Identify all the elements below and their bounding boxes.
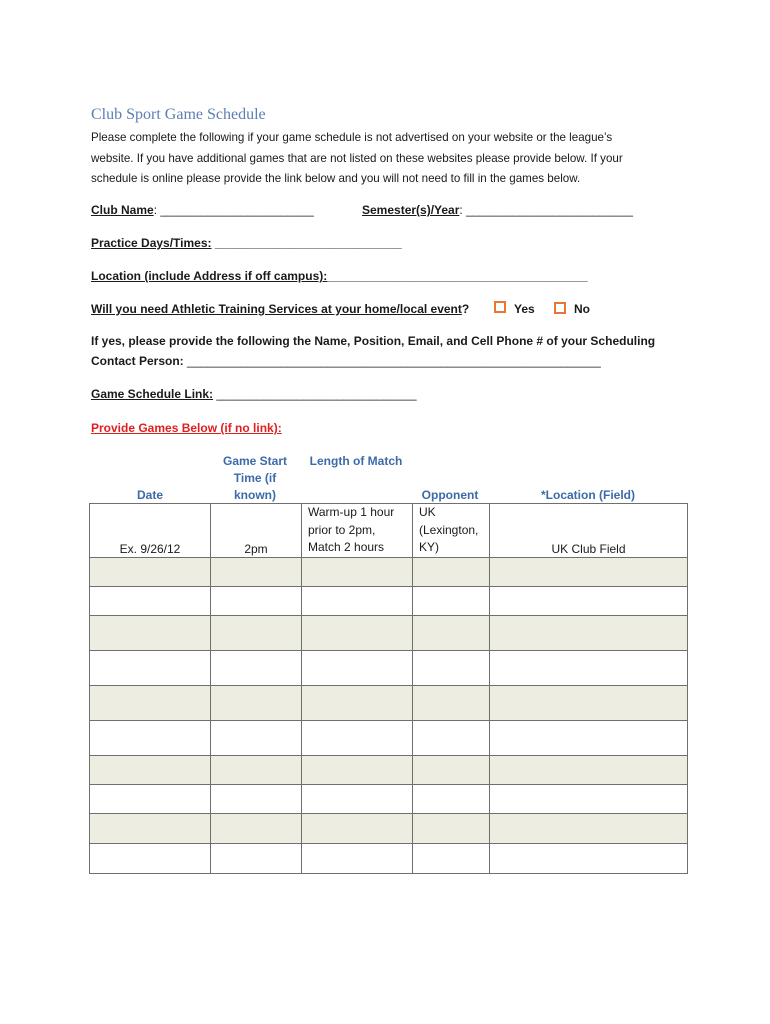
length-cell[interactable] [302,586,413,615]
date-cell[interactable] [90,755,211,784]
length-cell[interactable] [302,685,413,720]
opponent-cell[interactable] [413,650,490,685]
table-row [90,504,688,558]
start-cell[interactable] [211,784,302,813]
location-cell[interactable] [490,720,688,755]
example-length-line: prior to 2pm, [308,522,376,537]
opponent-cell[interactable] [413,720,490,755]
intro-line: website. If you have additional games that are not listed on these websites please provide below. If your [91,151,623,165]
no-checkbox[interactable] [554,302,566,314]
date-cell[interactable] [90,557,211,586]
intro-paragraph [91,128,691,190]
opponent-cell[interactable] [413,784,490,813]
location-cell[interactable] [490,685,688,720]
date-cell[interactable] [90,813,211,843]
length-cell[interactable] [302,615,413,650]
practice-blank[interactable]: ____________________________ [211,236,402,250]
opponent-cell[interactable] [413,615,490,650]
table-row [90,650,688,685]
header-location: *Location (Field) [541,488,635,502]
header-date: Date [136,488,163,502]
opponent-cell[interactable] [413,586,490,615]
example-opponent-line: UK [419,505,436,519]
no-label: No [574,302,590,316]
start-cell[interactable] [211,720,302,755]
length-cell[interactable] [302,813,413,843]
opponent-cell[interactable] [413,843,490,873]
date-cell[interactable] [90,784,211,813]
example-opponent [413,504,490,558]
games-table [89,503,688,874]
example-length-line: Warm-up 1 hour [308,505,395,519]
length-cell[interactable] [302,755,413,784]
start-cell[interactable] [211,557,302,586]
length-cell[interactable] [302,843,413,873]
location-cell[interactable] [490,615,688,650]
location-cell[interactable] [490,557,688,586]
start-cell[interactable] [211,813,302,843]
start-cell[interactable] [211,755,302,784]
semester-label: Semester(s)/Year [362,203,460,217]
date-cell[interactable] [90,843,211,873]
table-row [90,685,688,720]
header-start-time [210,453,300,504]
header-start-time-line: known) [234,488,276,502]
table-row [90,843,688,873]
intro-line: Please complete the following if your game schedule is not advertised on your website or the league’s [91,131,613,144]
date-cell[interactable] [90,615,211,650]
semester-blank[interactable]: : _________________________ [459,203,633,217]
example-length-line: Match 2 hours [308,540,385,554]
table-row [90,615,688,650]
schedule-link-blank[interactable]: ______________________________ [213,387,417,401]
date-cell[interactable] [90,685,211,720]
example-opponent-line: (Lexington, [419,522,479,537]
table-row [90,813,688,843]
header-length: Length of Match [309,454,403,468]
example-length [302,504,413,558]
club-name-field[interactable] [91,203,314,217]
start-cell[interactable] [211,650,302,685]
start-cell[interactable] [211,843,302,873]
table-row [90,557,688,586]
header-opponent: Opponent [421,488,479,502]
start-cell[interactable] [211,615,302,650]
location-cell[interactable] [490,586,688,615]
header-start-time-line: Game Start [222,454,288,468]
length-cell[interactable] [302,650,413,685]
athletic-training-label: Will you need Athletic Training Services at your home/local event [91,302,462,316]
date-cell[interactable] [90,720,211,755]
club-name-label: Club Name [91,203,154,217]
example-opponent-line: KY) [419,540,440,554]
example-location: UK Club Field [490,504,688,558]
table-row [90,755,688,784]
contact-instructions: If yes, please provide the following the Name, Position, Email, and Cell Phone # of your Scheduling [91,334,656,348]
length-cell[interactable] [302,720,413,755]
location-label: Location (include Address if off campus): [91,269,328,283]
location-cell[interactable] [490,784,688,813]
header-start-time-line: Time (if [233,471,277,485]
contact-person-field[interactable] [91,354,601,368]
date-cell[interactable] [90,650,211,685]
date-cell[interactable] [90,586,211,615]
provide-games-heading: Provide Games Below (if no link): [91,421,282,435]
location-blank[interactable]: _______________________________________ [327,269,588,283]
example-start: 2pm [211,504,302,558]
length-cell[interactable] [302,557,413,586]
contact-person-blank[interactable]: ______________________________________________________________ [183,354,601,368]
club-name-blank[interactable]: : _______________________ [153,203,314,217]
schedule-link-field[interactable] [91,387,417,401]
page-title: Club Sport Game Schedule [91,106,266,123]
semester-field[interactable] [362,203,633,217]
location-cell[interactable] [490,650,688,685]
start-cell[interactable] [211,685,302,720]
athletic-training-question [91,302,469,316]
opponent-cell[interactable] [413,557,490,586]
yes-label: Yes [514,302,535,316]
practice-field[interactable] [91,236,402,250]
intro-line: schedule is online please provide the link below and you will not need to fill in the games below. [91,172,581,185]
contact-person-label: Contact Person: [91,354,184,368]
opponent-cell[interactable] [413,755,490,784]
location-cell[interactable] [490,755,688,784]
location-cell[interactable] [490,813,688,843]
schedule-link-label: Game Schedule Link: [91,387,214,401]
table-row [90,720,688,755]
start-cell[interactable] [211,586,302,615]
opponent-cell[interactable] [413,685,490,720]
table-row [90,586,688,615]
location-cell[interactable] [490,843,688,873]
practice-label: Practice Days/Times: [91,236,212,250]
opponent-cell[interactable] [413,813,490,843]
table-row [90,784,688,813]
yes-checkbox[interactable] [494,301,506,313]
location-field[interactable] [91,269,588,283]
athletic-training-qmark: ? [461,302,470,316]
example-date: Ex. 9/26/12 [90,504,211,558]
length-cell[interactable] [302,784,413,813]
